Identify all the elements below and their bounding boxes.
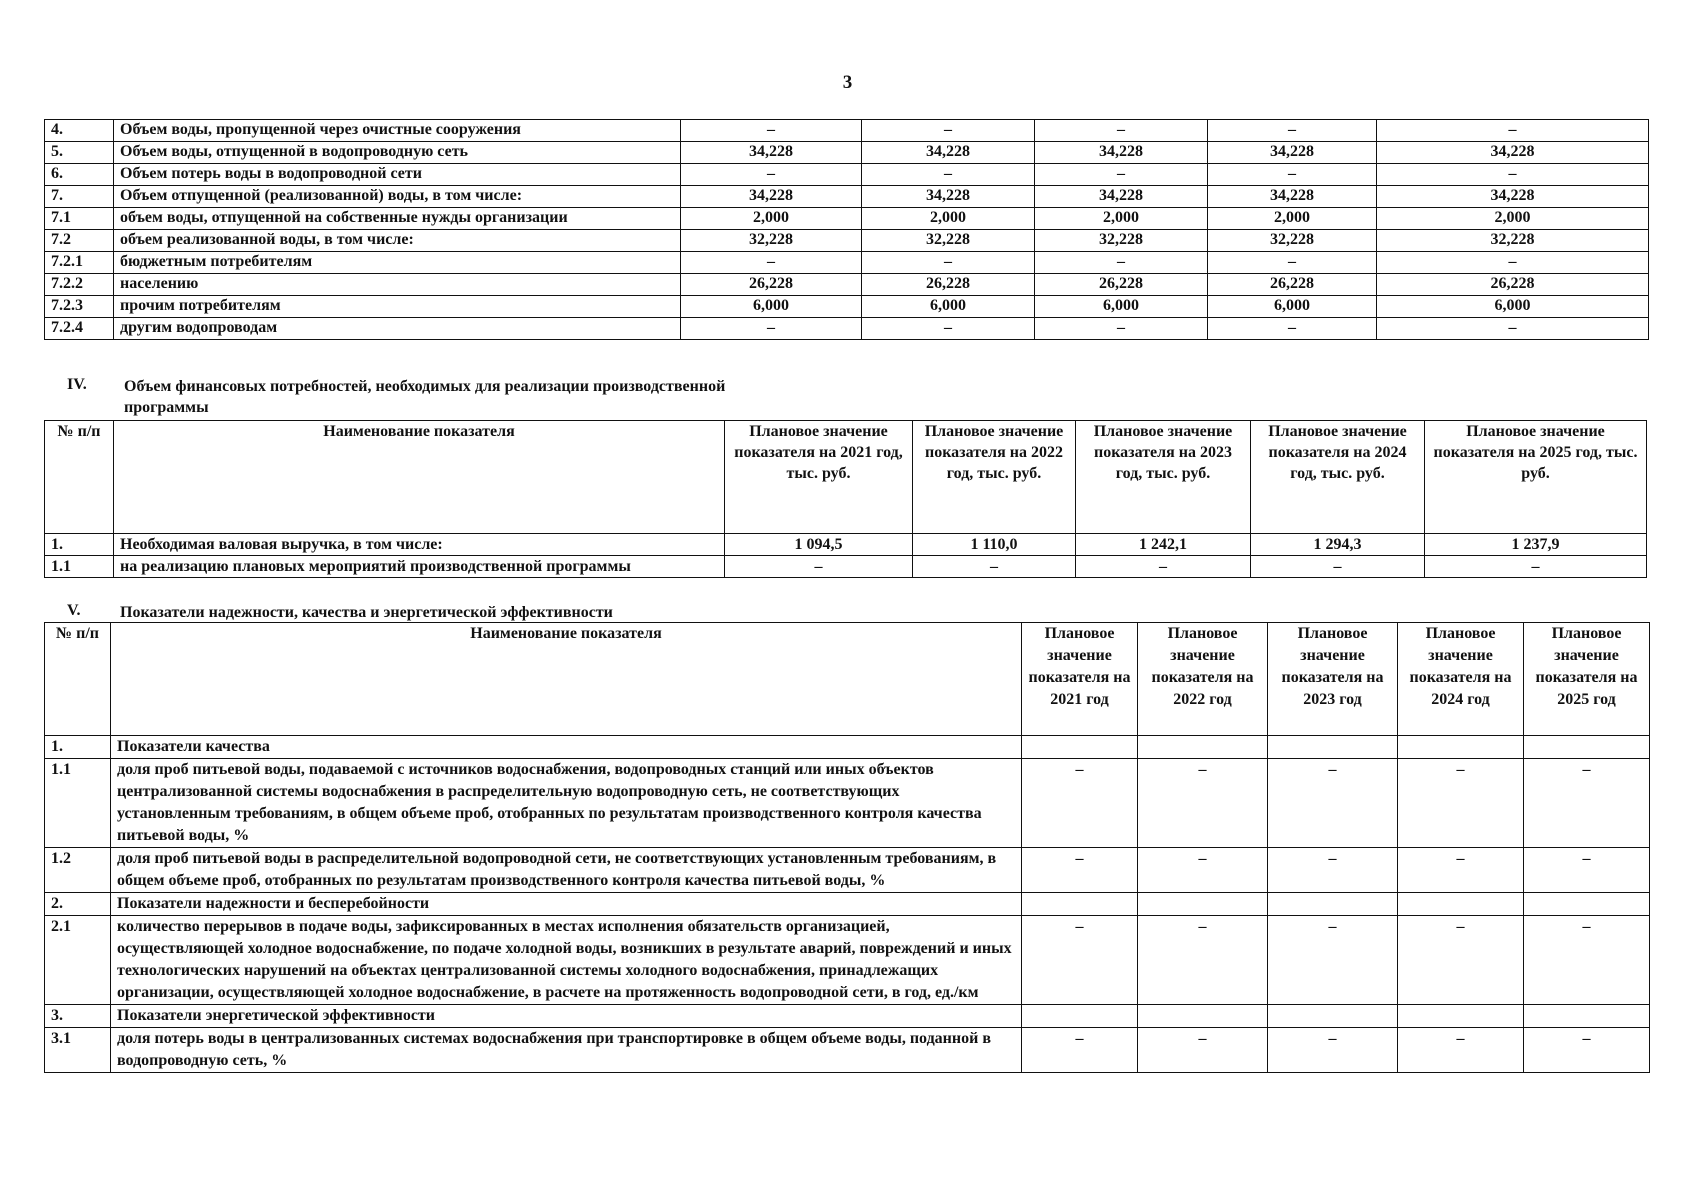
- row-indicator-name: бюджетным потребителям: [114, 252, 681, 274]
- row-number: 2.1: [45, 916, 111, 1005]
- row-value-2022: –: [1138, 1028, 1268, 1073]
- row-number: 4.: [45, 120, 114, 142]
- row-indicator-name: прочим потребителям: [114, 296, 681, 318]
- row-value-2025: 2,000: [1377, 208, 1649, 230]
- table-row: [45, 274, 1649, 296]
- row-value-2024: [1398, 1005, 1524, 1028]
- table-row: [45, 1028, 1650, 1073]
- row-number: 1.1: [45, 759, 111, 848]
- section-4-title-line2: программы: [124, 399, 209, 416]
- row-value-2025: –: [1377, 318, 1649, 340]
- row-value-2023: 1 242,1: [1076, 534, 1251, 556]
- row-value-2023: –: [1035, 252, 1208, 274]
- row-value-2025: –: [1524, 848, 1650, 893]
- header-name: Наименование показателя: [114, 421, 725, 534]
- row-value-2025: –: [1377, 252, 1649, 274]
- row-number: 1.: [45, 736, 111, 759]
- row-indicator-name: Показатели надежности и бесперебойности: [111, 893, 1022, 916]
- row-number: 5.: [45, 142, 114, 164]
- row-indicator-name: доля потерь воды в централизованных системах водоснабжения при транспортировке в общем объеме воды, поданной в водопроводную сеть, %: [111, 1028, 1022, 1073]
- row-value-2021: 26,228: [681, 274, 862, 296]
- row-value-2023: [1268, 736, 1398, 759]
- row-value-2024: 2,000: [1208, 208, 1377, 230]
- financial-needs-table: [44, 420, 1647, 578]
- row-value-2021: –: [1022, 1028, 1138, 1073]
- header-col-2022: Плановое значение показателя на 2022 год, тыс. руб.: [913, 421, 1076, 534]
- row-value-2021: –: [681, 318, 862, 340]
- table-row: [45, 848, 1650, 893]
- row-value-2024: –: [1251, 556, 1425, 578]
- row-number: 7.2.1: [45, 252, 114, 274]
- row-indicator-name: Показатели энергетической эффективности: [111, 1005, 1022, 1028]
- row-indicator-name: Объем воды, пропущенной через очистные сооружения: [114, 120, 681, 142]
- row-value-2022: 26,228: [862, 274, 1035, 296]
- row-value-2023: [1268, 1005, 1398, 1028]
- row-value-2025: –: [1524, 916, 1650, 1005]
- header-num: № п/п: [45, 421, 114, 534]
- row-value-2025: –: [1524, 1028, 1650, 1073]
- table-row: [45, 318, 1649, 340]
- row-value-2023: –: [1268, 916, 1398, 1005]
- row-value-2023: 2,000: [1035, 208, 1208, 230]
- row-number: 6.: [45, 164, 114, 186]
- header-col-2021: Плановое значение показателя на 2021 год, тыс. руб.: [725, 421, 913, 534]
- row-number: 7.: [45, 186, 114, 208]
- row-number: 1.2: [45, 848, 111, 893]
- row-value-2024: –: [1398, 916, 1524, 1005]
- section-5-number: V.: [67, 602, 81, 619]
- section-4-title: [124, 376, 725, 418]
- row-value-2021: –: [681, 164, 862, 186]
- table-row: [45, 759, 1650, 848]
- row-value-2021: –: [1022, 759, 1138, 848]
- water-volume-table: [44, 119, 1649, 340]
- row-value-2023: 6,000: [1035, 296, 1208, 318]
- row-number: 7.2.2: [45, 274, 114, 296]
- row-value-2021: 6,000: [681, 296, 862, 318]
- row-value-2023: –: [1035, 120, 1208, 142]
- row-value-2021: [1022, 736, 1138, 759]
- table-row: [45, 120, 1649, 142]
- row-value-2022: –: [862, 164, 1035, 186]
- row-value-2022: 32,228: [862, 230, 1035, 252]
- row-value-2023: 32,228: [1035, 230, 1208, 252]
- row-indicator-name: Объем воды, отпущенной в водопроводную сеть: [114, 142, 681, 164]
- row-value-2023: –: [1076, 556, 1251, 578]
- row-indicator-name: Показатели качества: [111, 736, 1022, 759]
- row-value-2021: –: [681, 120, 862, 142]
- row-value-2023: 34,228: [1035, 142, 1208, 164]
- row-value-2025: 32,228: [1377, 230, 1649, 252]
- row-value-2023: 34,228: [1035, 186, 1208, 208]
- table-row: [45, 208, 1649, 230]
- row-value-2025: –: [1377, 120, 1649, 142]
- header-col-2023: Плановое значение показателя на 2023 год: [1268, 623, 1398, 736]
- row-value-2021: 34,228: [681, 142, 862, 164]
- row-number: 7.1: [45, 208, 114, 230]
- row-value-2025: [1524, 893, 1650, 916]
- row-value-2023: –: [1268, 1028, 1398, 1073]
- row-value-2025: 34,228: [1377, 142, 1649, 164]
- row-value-2023: [1268, 893, 1398, 916]
- row-value-2025: 1 237,9: [1425, 534, 1647, 556]
- row-value-2025: –: [1425, 556, 1647, 578]
- row-value-2021: –: [1022, 916, 1138, 1005]
- row-value-2022: 34,228: [862, 142, 1035, 164]
- row-value-2022: –: [1138, 916, 1268, 1005]
- row-value-2023: –: [1035, 318, 1208, 340]
- row-value-2021: 32,228: [681, 230, 862, 252]
- page-number: 3: [842, 72, 853, 93]
- row-value-2021: 34,228: [681, 186, 862, 208]
- row-value-2025: –: [1524, 759, 1650, 848]
- row-value-2021: 1 094,5: [725, 534, 913, 556]
- row-value-2024: 6,000: [1208, 296, 1377, 318]
- row-value-2021: –: [681, 252, 862, 274]
- row-value-2022: –: [862, 318, 1035, 340]
- row-value-2024: 34,228: [1208, 186, 1377, 208]
- row-indicator-name: на реализацию плановых мероприятий производственной программы: [114, 556, 725, 578]
- table-row: [45, 142, 1649, 164]
- row-value-2023: –: [1035, 164, 1208, 186]
- row-value-2022: [1138, 1005, 1268, 1028]
- row-value-2021: [1022, 1005, 1138, 1028]
- row-value-2024: 32,228: [1208, 230, 1377, 252]
- header-col-2022: Плановое значение показателя на 2022 год: [1138, 623, 1268, 736]
- row-value-2025: 6,000: [1377, 296, 1649, 318]
- row-value-2024: [1398, 893, 1524, 916]
- row-number: 1.: [45, 534, 114, 556]
- table-row: [45, 893, 1650, 916]
- row-value-2022: 2,000: [862, 208, 1035, 230]
- row-value-2022: [1138, 893, 1268, 916]
- row-value-2022: 6,000: [862, 296, 1035, 318]
- row-value-2024: –: [1208, 318, 1377, 340]
- header-col-2021: Плановое значение показателя на 2021 год: [1022, 623, 1138, 736]
- row-number: 7.2.3: [45, 296, 114, 318]
- header-col-2024: Плановое значение показателя на 2024 год, тыс. руб.: [1251, 421, 1425, 534]
- section-4-title-line1: Объем финансовых потребностей, необходимых для реализации производственной: [124, 378, 726, 395]
- row-number: 2.: [45, 893, 111, 916]
- row-value-2021: 2,000: [681, 208, 862, 230]
- row-value-2024: –: [1208, 120, 1377, 142]
- row-indicator-name: Объем отпущенной (реализованной) воды, в том числе:: [114, 186, 681, 208]
- row-value-2025: [1524, 736, 1650, 759]
- financial-header-row: [45, 421, 1647, 534]
- row-value-2024: –: [1398, 848, 1524, 893]
- row-value-2024: 1 294,3: [1251, 534, 1425, 556]
- section-4-number: IV.: [67, 376, 87, 393]
- row-value-2024: –: [1208, 164, 1377, 186]
- row-indicator-name: объем реализованной воды, в том числе:: [114, 230, 681, 252]
- table-row: [45, 534, 1647, 556]
- row-value-2022: [1138, 736, 1268, 759]
- row-value-2023: –: [1268, 848, 1398, 893]
- table-row: [45, 252, 1649, 274]
- row-value-2024: –: [1398, 759, 1524, 848]
- row-value-2025: 26,228: [1377, 274, 1649, 296]
- row-value-2023: –: [1268, 759, 1398, 848]
- reliability-header-row: [45, 623, 1650, 736]
- row-number: 3.1: [45, 1028, 111, 1073]
- row-value-2021: [1022, 893, 1138, 916]
- row-indicator-name: Необходимая валовая выручка, в том числе:: [114, 534, 725, 556]
- table-row: [45, 556, 1647, 578]
- row-indicator-name: объем воды, отпущенной на собственные нужды организации: [114, 208, 681, 230]
- row-value-2022: –: [1138, 759, 1268, 848]
- row-indicator-name: количество перерывов в подаче воды, зафиксированных в местах исполнения обязательств организацией, осуществляющей холодное водоснабжение, по подаче холодной воды, возникших в результате аварий, повреждений и иных технологических нарушений на объектах централизованной системы холодного водоснабжения, принадлежащих организации, осуществляющей холодное водоснабжение, в расчете на протяженность водопроводной сети, в год, ед./км: [111, 916, 1022, 1005]
- row-number: 7.2: [45, 230, 114, 252]
- row-number: 3.: [45, 1005, 111, 1028]
- row-value-2021: –: [1022, 848, 1138, 893]
- row-indicator-name: доля проб питьевой воды в распределительной водопроводной сети, не соответствующих установленным требованиям, в общем объеме проб, отобранных по результатам производственного контроля качества питьевой воды, %: [111, 848, 1022, 893]
- row-value-2024: 34,228: [1208, 142, 1377, 164]
- row-value-2023: 26,228: [1035, 274, 1208, 296]
- row-value-2024: –: [1208, 252, 1377, 274]
- table-row: [45, 186, 1649, 208]
- reliability-quality-table: [44, 622, 1650, 1073]
- row-value-2024: 26,228: [1208, 274, 1377, 296]
- row-value-2021: –: [725, 556, 913, 578]
- table-row: [45, 1005, 1650, 1028]
- header-name: Наименование показателя: [111, 623, 1022, 736]
- row-value-2022: –: [862, 252, 1035, 274]
- header-num: № п/п: [45, 623, 111, 736]
- row-value-2024: –: [1398, 1028, 1524, 1073]
- row-indicator-name: Объем потерь воды в водопроводной сети: [114, 164, 681, 186]
- row-value-2022: –: [1138, 848, 1268, 893]
- row-value-2022: 1 110,0: [913, 534, 1076, 556]
- table-row: [45, 164, 1649, 186]
- row-value-2025: –: [1377, 164, 1649, 186]
- row-indicator-name: доля проб питьевой воды, подаваемой с источников водоснабжения, водопроводных станций или иных объектов централизованной системы водоснабжения в распределительную водопроводную сеть, не соответствующих установленным требованиям, в общем объеме проб, отобранных по результатам производственного контроля качества питьевой воды, %: [111, 759, 1022, 848]
- row-value-2024: [1398, 736, 1524, 759]
- row-number: 7.2.4: [45, 318, 114, 340]
- row-value-2025: [1524, 1005, 1650, 1028]
- row-value-2022: 34,228: [862, 186, 1035, 208]
- row-value-2025: 34,228: [1377, 186, 1649, 208]
- header-col-2023: Плановое значение показателя на 2023 год, тыс. руб.: [1076, 421, 1251, 534]
- table-row: [45, 916, 1650, 1005]
- header-col-2025: Плановое значение показателя на 2025 год, тыс. руб.: [1425, 421, 1647, 534]
- header-col-2024: Плановое значение показателя на 2024 год: [1398, 623, 1524, 736]
- header-col-2025: Плановое значение показателя на 2025 год: [1524, 623, 1650, 736]
- row-indicator-name: другим водопроводам: [114, 318, 681, 340]
- table-row: [45, 296, 1649, 318]
- section-5-title: Показатели надежности, качества и энергетической эффективности: [120, 604, 613, 621]
- table-row: [45, 230, 1649, 252]
- table-row: [45, 736, 1650, 759]
- row-value-2022: –: [862, 120, 1035, 142]
- row-number: 1.1: [45, 556, 114, 578]
- row-value-2022: –: [913, 556, 1076, 578]
- row-indicator-name: населению: [114, 274, 681, 296]
